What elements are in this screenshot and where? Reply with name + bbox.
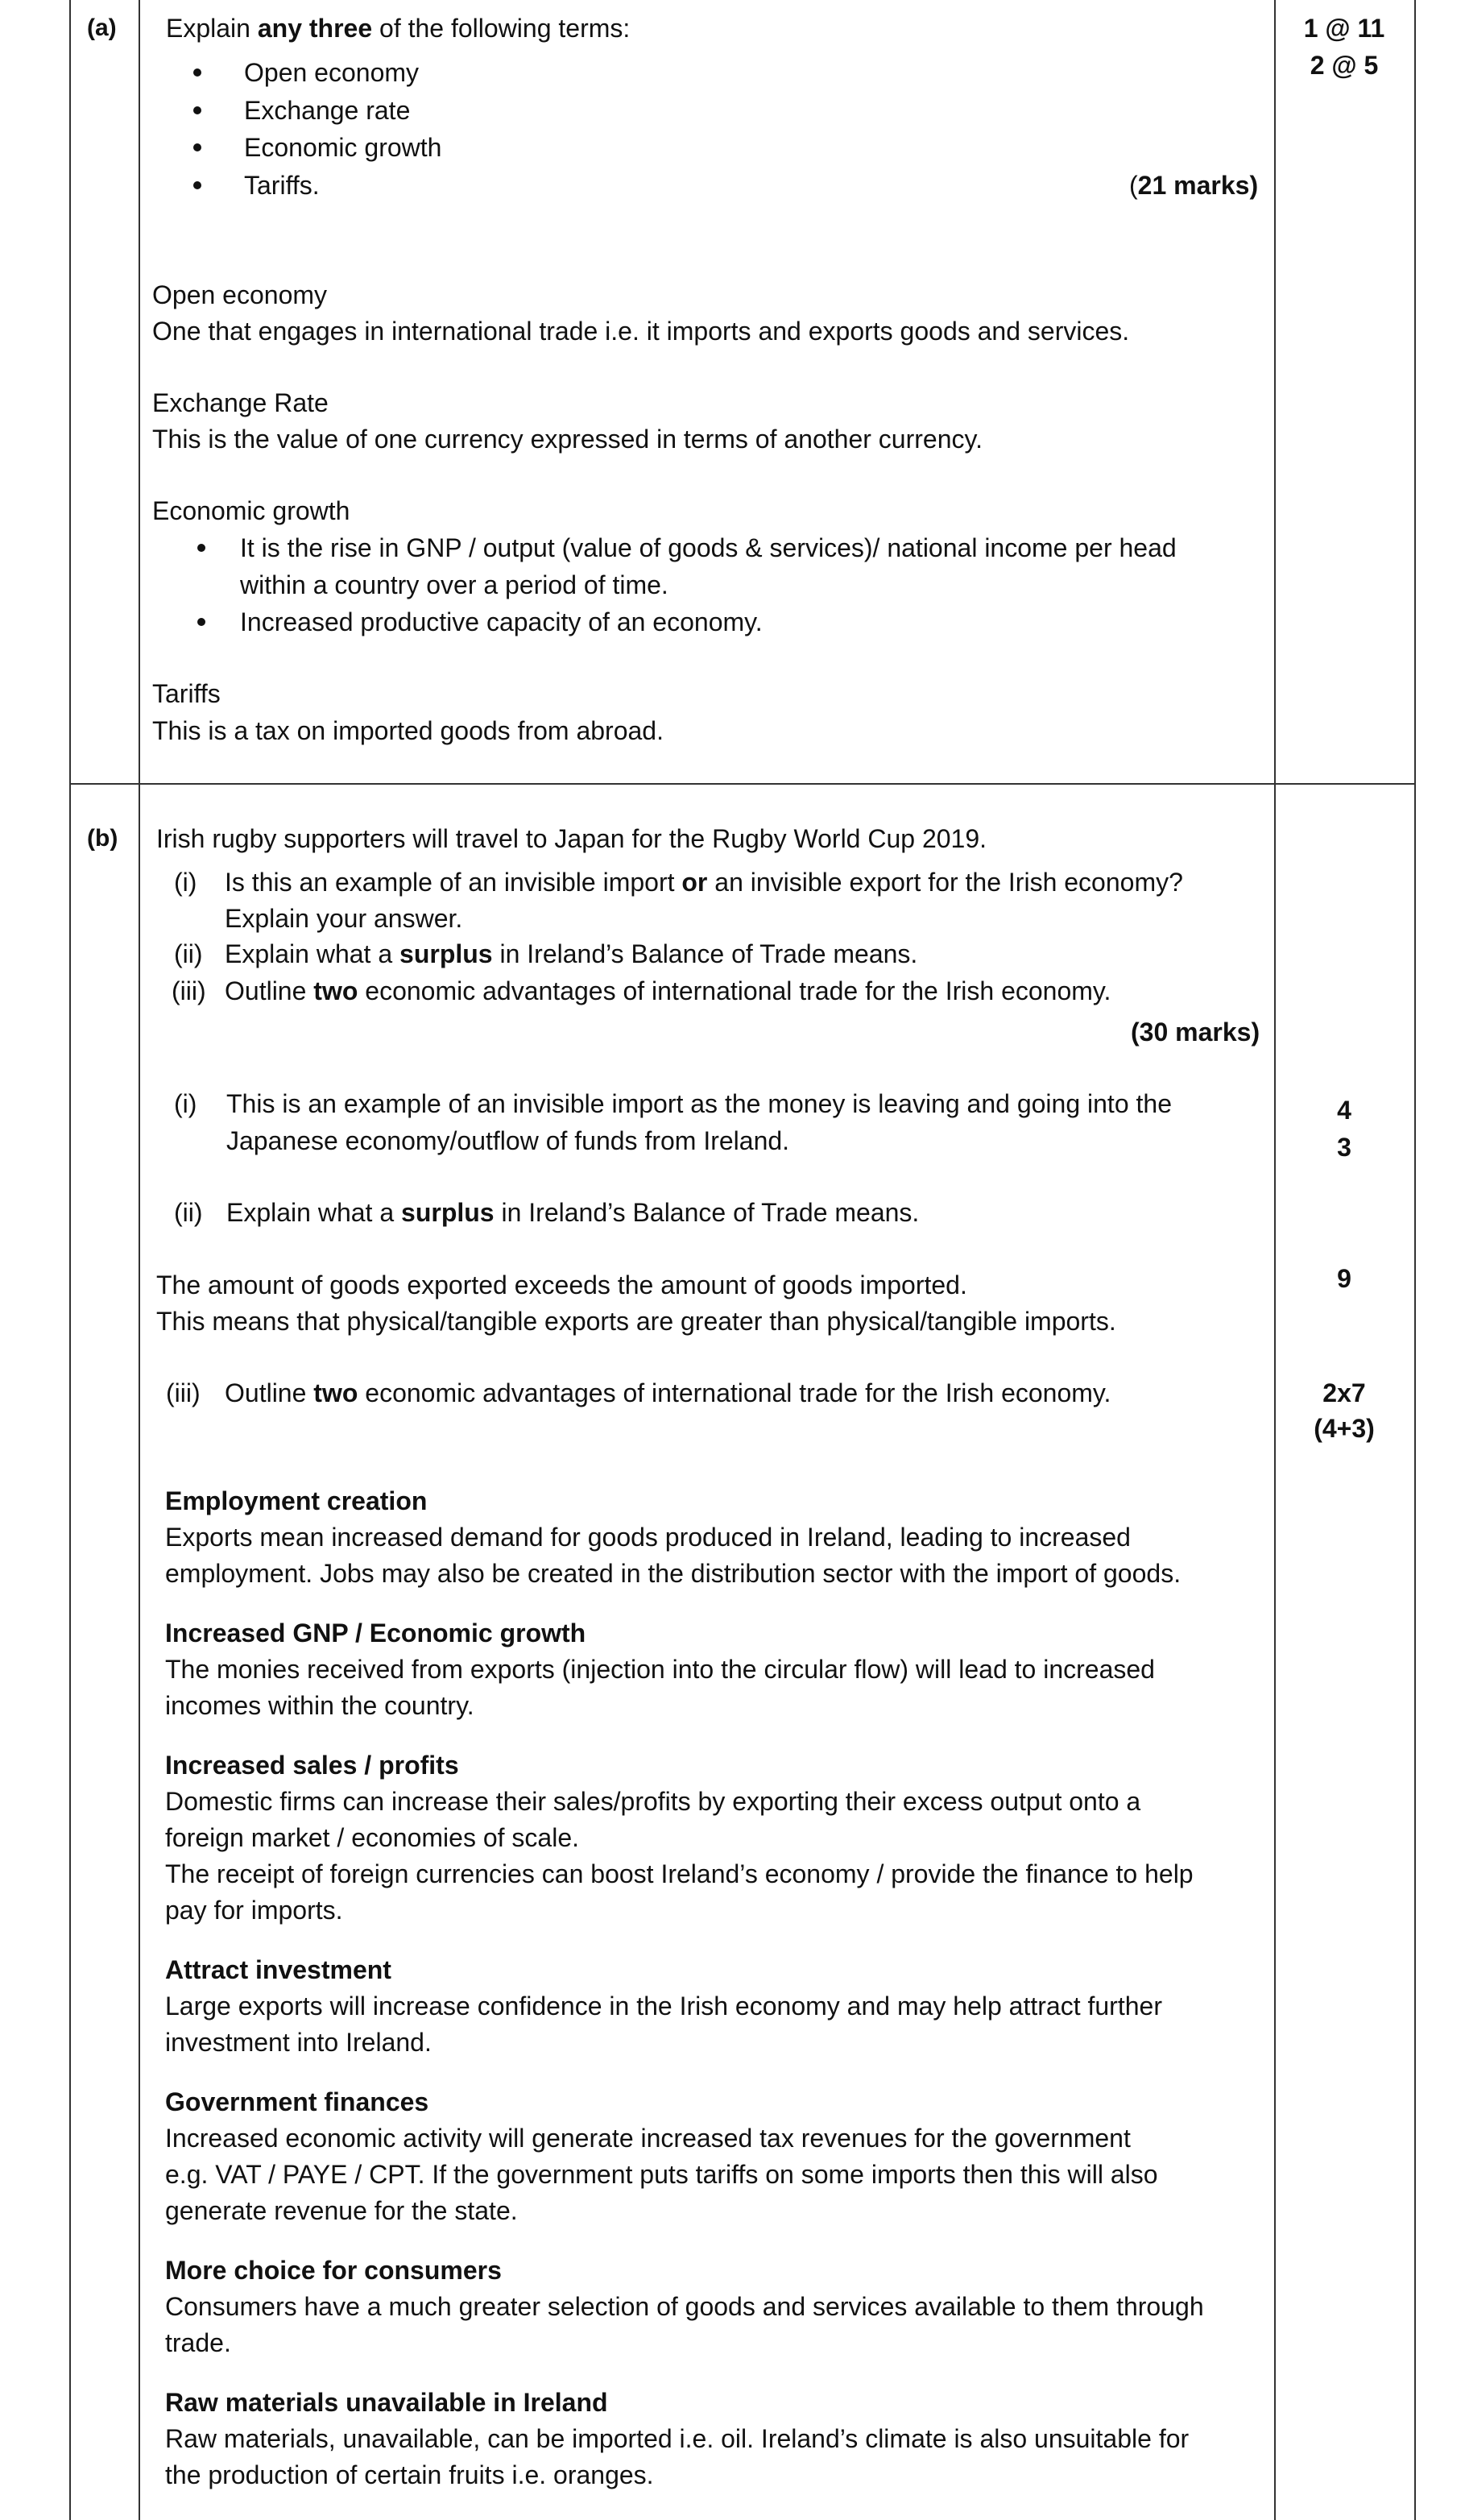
term-exchange-rate: Exchange rate [244, 96, 411, 125]
advantage-text: trade. [165, 2328, 231, 2357]
open-economy-heading: Open economy [152, 280, 328, 309]
question-i-number: (i) [174, 868, 197, 897]
question-ii-number: (ii) [174, 939, 203, 968]
advantage-text: e.g. VAT / PAYE / CPT. If the government puts tariffs on some imports then this will also [165, 2160, 1158, 2189]
term-tariffs: Tariffs. [244, 171, 320, 200]
advantage-title: Government finances [165, 2087, 429, 2116]
table-left-border [69, 0, 71, 2520]
answer-i-number: (i) [174, 1089, 197, 1118]
question-iii-number: (iii) [172, 976, 206, 1005]
economic-growth-point-2: Increased productive capacity of an economy. [240, 607, 763, 636]
bullet [197, 618, 205, 626]
advantage-text: The receipt of foreign currencies can boost Ireland’s economy / provide the finance to help [165, 1859, 1194, 1888]
part-a-allocation-1: 1 @ 11 [1303, 14, 1385, 43]
answer-ii-text: The amount of goods exported exceeds the amount of goods imported. [156, 1270, 967, 1299]
exchange-rate-definition: This is the value of one currency expressed in terms of another currency. [152, 425, 983, 454]
term-economic-growth: Economic growth [244, 133, 442, 162]
advantage-text: generate revenue for the state. [165, 2196, 518, 2225]
bullet [193, 68, 201, 77]
advantage-title: More choice for consumers [165, 2256, 502, 2285]
advantage-text: Large exports will increase confidence in the Irish economy and may help attract further [165, 1992, 1162, 2021]
advantage-title: Raw materials unavailable in Ireland [165, 2388, 608, 2417]
row-divider [69, 783, 1416, 785]
advantage-text: pay for imports. [165, 1896, 343, 1925]
label-column-divider [139, 0, 140, 2520]
advantage-text: Exports mean increased demand for goods produced in Ireland, leading to increased [165, 1523, 1131, 1552]
part-b-intro: Irish rugby supporters will travel to Japan for the Rugby World Cup 2019. [156, 824, 987, 853]
answer-ii-question: Explain what a surplus in Ireland’s Balance of Trade means. [226, 1198, 920, 1227]
answer-i-mark-2: 3 [1337, 1133, 1351, 1162]
part-a-marks: (21 marks) [1129, 171, 1259, 200]
open-economy-definition: One that engages in international trade i.e. it imports and exports goods and services. [152, 317, 1130, 346]
answer-i: This is an example of an invisible import as the money is leaving and going into the [226, 1089, 1172, 1118]
advantage-text: The monies received from exports (injection into the circular flow) will lead to increased [165, 1655, 1155, 1684]
part-a-label: (a) [87, 15, 117, 41]
answer-ii-text-2: This means that physical/tangible exports are greater than physical/tangible imports. [156, 1307, 1116, 1336]
economic-growth-point-1: It is the rise in GNP / output (value of goods & services)/ national income per head [240, 533, 1177, 562]
bullet [193, 106, 201, 114]
answer-i-cont: Japanese economy/outflow of funds from Ireland. [226, 1126, 790, 1155]
advantage-text: Consumers have a much greater selection of goods and services available to them through [165, 2292, 1204, 2321]
answer-i-mark-1: 4 [1337, 1096, 1351, 1125]
part-a-question: Explain any three of the following terms: [166, 14, 631, 43]
bullet [193, 181, 201, 189]
advantage-text: employment. Jobs may also be created in the distribution sector with the import of goods. [165, 1559, 1182, 1588]
tariffs-heading: Tariffs [152, 679, 221, 708]
answer-iii-mark-2: (4+3) [1314, 1414, 1375, 1443]
economic-growth-heading: Economic growth [152, 496, 350, 525]
term-open-economy: Open economy [244, 58, 420, 87]
answer-iii-number: (iii) [166, 1378, 201, 1407]
advantage-text: Domestic firms can increase their sales/profits by exporting their excess output onto a [165, 1787, 1141, 1816]
answer-ii-mark: 9 [1337, 1264, 1351, 1293]
bullet [193, 143, 201, 151]
answer-iii-mark-1: 2x7 [1322, 1378, 1366, 1407]
exchange-rate-heading: Exchange Rate [152, 388, 329, 417]
question-iii: Outline two economic advantages of international trade for the Irish economy. [225, 976, 1111, 1005]
tariffs-definition: This is a tax on imported goods from abroad. [152, 716, 664, 745]
advantage-title: Increased sales / profits [165, 1751, 459, 1780]
advantage-title: Increased GNP / Economic growth [165, 1619, 586, 1648]
question-i-cont: Explain your answer. [225, 904, 463, 933]
part-b-label: (b) [87, 825, 118, 852]
bullet [197, 544, 205, 552]
economic-growth-point-1-cont: within a country over a period of time. [240, 570, 668, 599]
advantage-title: Employment creation [165, 1486, 428, 1515]
advantage-text: investment into Ireland. [165, 2028, 432, 2057]
advantage-title: Attract investment [165, 1955, 391, 1984]
question-ii: Explain what a surplus in Ireland’s Balance of Trade means. [225, 939, 918, 968]
part-b-marks: (30 marks) [1131, 1018, 1260, 1047]
table-right-border [1414, 0, 1416, 2520]
answer-iii-question: Outline two economic advantages of international trade for the Irish economy. [225, 1378, 1111, 1407]
answer-ii-number: (ii) [174, 1198, 203, 1227]
advantage-text: Increased economic activity will generate increased tax revenues for the government [165, 2124, 1131, 2153]
question-i: Is this an example of an invisible import or an invisible export for the Irish economy? [225, 868, 1183, 897]
advantage-text: foreign market / economies of scale. [165, 1823, 580, 1852]
advantage-text: the production of certain fruits i.e. oranges. [165, 2460, 654, 2489]
advantage-text: Raw materials, unavailable, can be imported i.e. oil. Ireland’s climate is also unsuitable for [165, 2424, 1190, 2453]
advantage-text: incomes within the country. [165, 1691, 474, 1720]
part-a-allocation-2: 2 @ 5 [1310, 51, 1379, 80]
